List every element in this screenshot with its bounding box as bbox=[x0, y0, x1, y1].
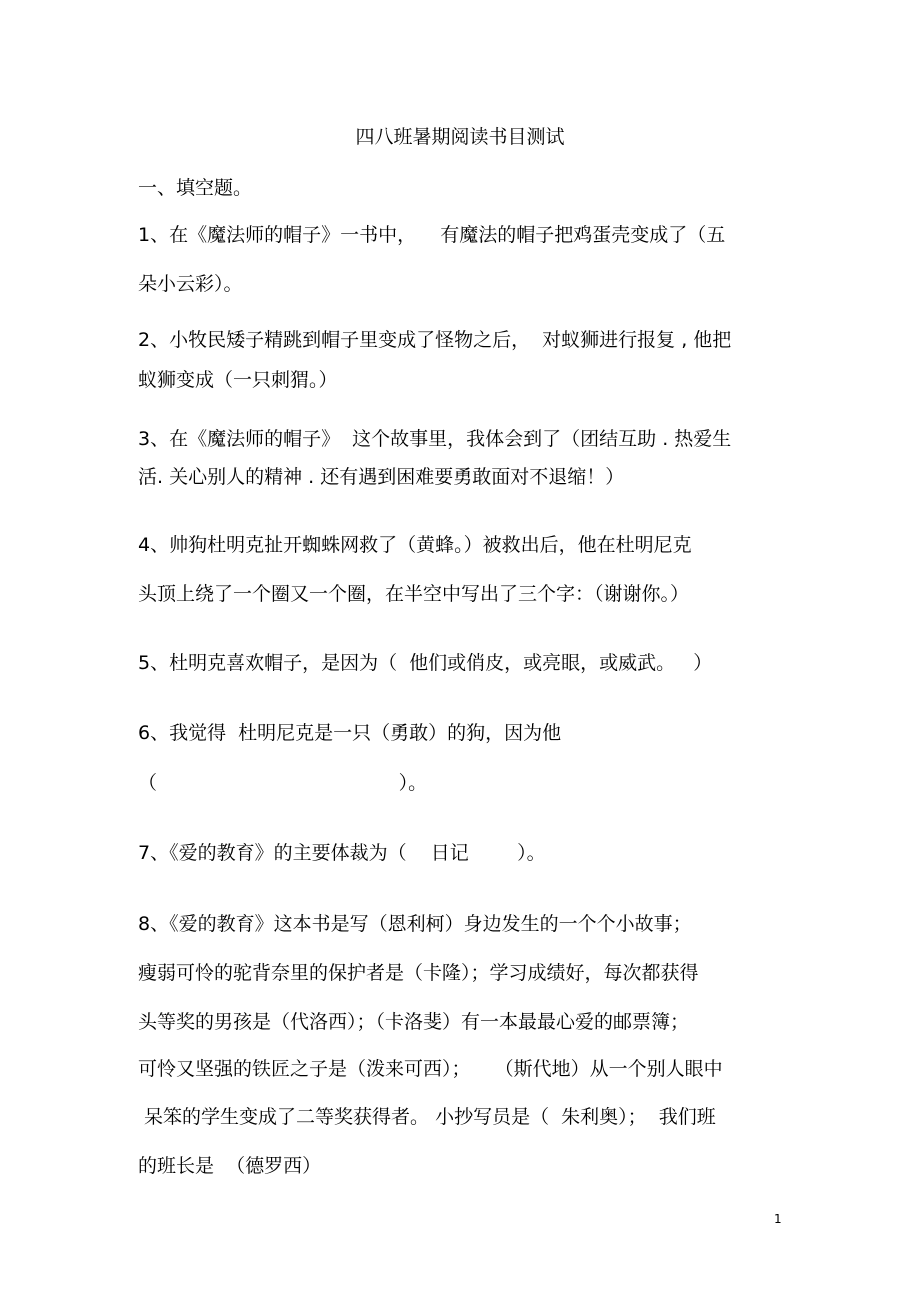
q6-line-1: 6、我觉得 杜明尼克是一只（勇敢）的狗，因为他 bbox=[138, 722, 562, 744]
q2-line-2: 蚁狮变成（一只刺猬。） bbox=[138, 369, 338, 391]
q8-line-5: 呆笨的学生变成了二等奖获得者。 小抄写员是（ 朱利奥）； 我们班 bbox=[138, 1106, 716, 1128]
section-heading: 一、填空题。 bbox=[138, 177, 253, 199]
q3-line-2: 活. 关心别人的精神 . 还有遇到困难要勇敢面对不退缩！） bbox=[138, 466, 625, 488]
q5-line: 5、杜明克喜欢帽子，是因为（ 他们或俏皮，或亮眼，或威武。 ） bbox=[138, 652, 713, 674]
q7-line: 7、《爱的教育》的主要体裁为（ 日记 ）。 bbox=[138, 842, 546, 864]
q8-line-2: 瘦弱可怜的驼背奈里的保护者是（卡隆）；学习成绩好，每次都获得 bbox=[138, 962, 699, 984]
q8-line-3: 头等奖的男孩是（代洛西）；（卡洛斐）有一本最最心爱的邮票簿； bbox=[138, 1011, 690, 1033]
page-title: 四八班暑期阅读书目测试 bbox=[355, 126, 565, 148]
q4-line-2: 头顶上绕了一个圈又一个圈，在半空中写出了三个字：（谢谢你。） bbox=[138, 583, 690, 605]
q8-line-1: 8、《爱的教育》这本书是写（恩利柯）身边发生的一个个小故事； bbox=[138, 913, 692, 935]
q3-line-1: 3、在《魔法师的帽子》 这个故事里，我体会到了（团结互助 . 热爱生 bbox=[138, 428, 732, 450]
page-number: 1 bbox=[774, 1212, 782, 1226]
q8-line-6: 的班长是 （德罗西） bbox=[138, 1155, 322, 1177]
q1-line-2: 朵小云彩）。 bbox=[138, 273, 243, 295]
q2-line-1: 2、小牧民矮子精跳到帽子里变成了怪物之后， 对蚁狮进行报复 , 他把 bbox=[138, 329, 732, 351]
q1-line-1: 1、在《魔法师的帽子》一书中， 有魔法的帽子把鸡蛋壳变成了（五 bbox=[138, 224, 726, 246]
q8-line-4: 可怜又坚强的铁匠之子是（泼来可西）； （斯代地）从一个别人眼中 bbox=[138, 1058, 723, 1080]
q6-line-2: （ ）。 bbox=[138, 772, 428, 794]
q4-line-1: 4、帅狗杜明克扯开蜘蛛网救了（黄蜂。）被救出后，他在杜明尼克 bbox=[138, 534, 692, 556]
